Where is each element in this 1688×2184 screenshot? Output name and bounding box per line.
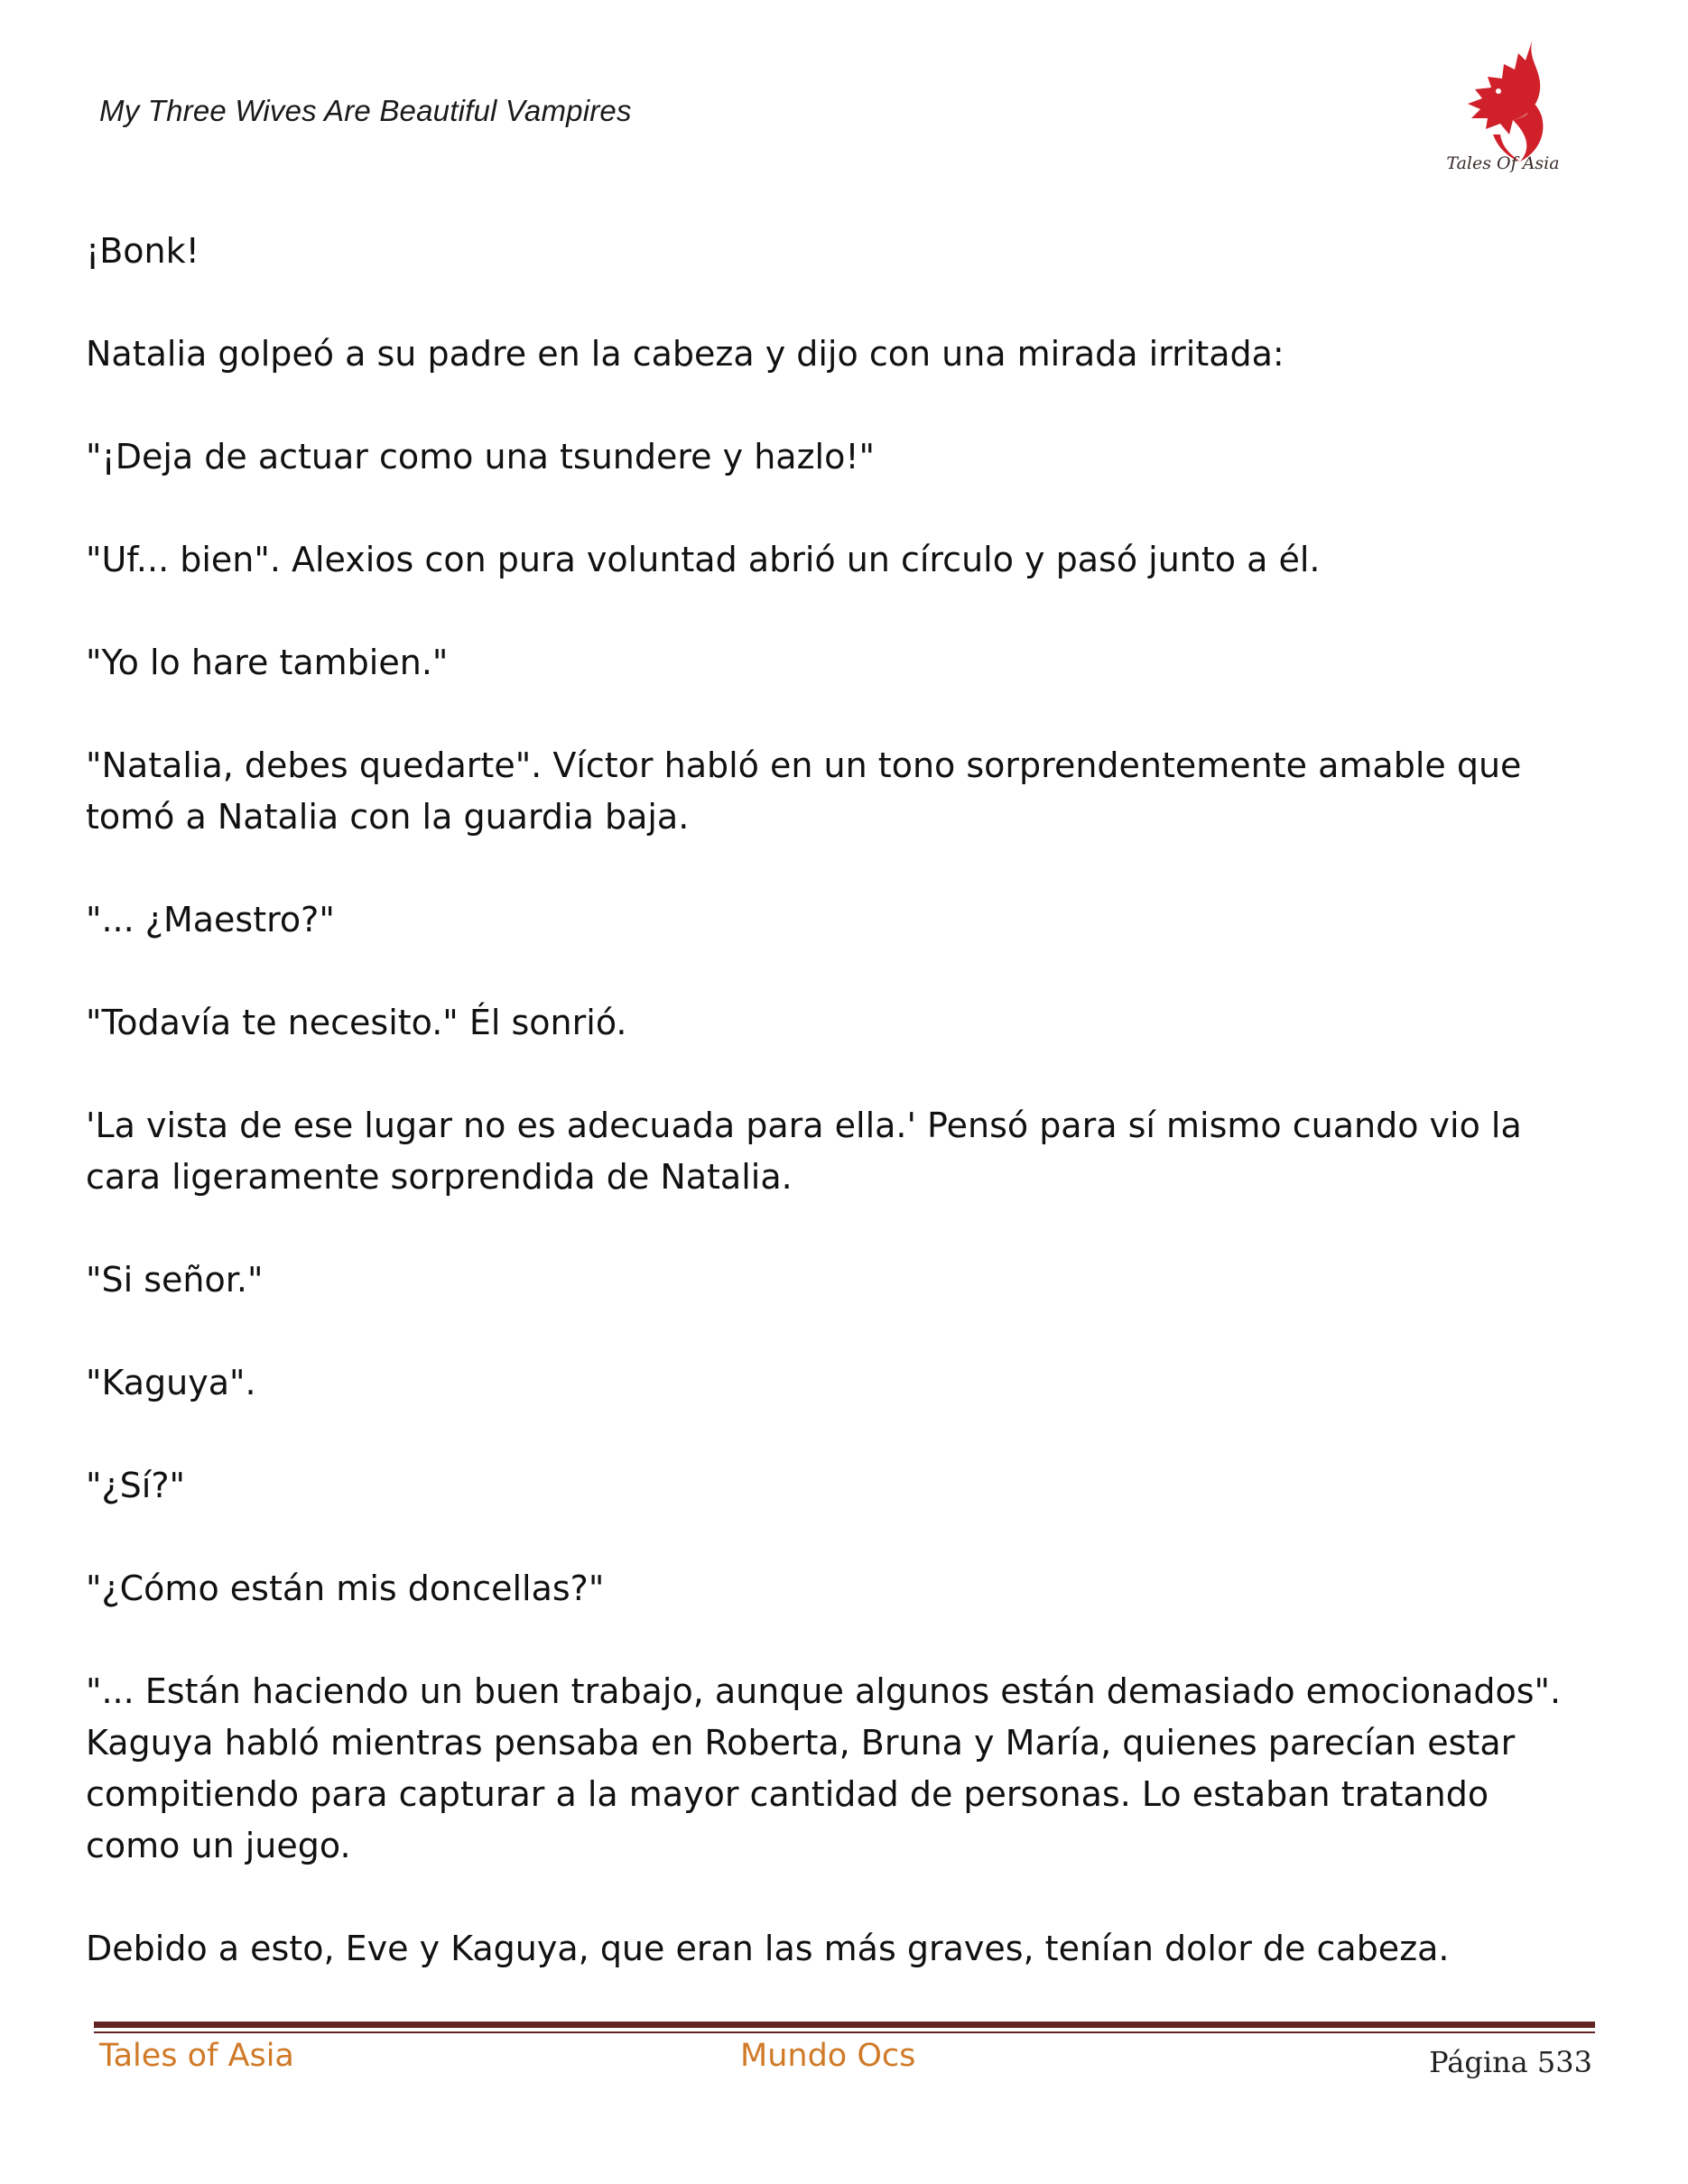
- paragraph: "... ¿Maestro?": [86, 900, 335, 939]
- paragraph: "Natalia, debes quedarte". Víctor habló en un tono sorprendentemente amable que tomó a Natalia con la guardia baja.: [86, 745, 1522, 837]
- paragraph: "¿Sí?": [86, 1466, 185, 1505]
- footer-section: Mundo Ocs: [740, 2038, 916, 2074]
- paragraph: Debido a esto, Eve y Kaguya, que eran las más graves, tenían dolor de cabeza.: [86, 1929, 1450, 1968]
- paragraph: "Uf... bien". Alexios con pura voluntad abrió un círculo y pasó junto a él.: [86, 540, 1321, 579]
- logo: [1435, 20, 1571, 182]
- paragraph: Natalia golpeó a su padre en la cabeza y dijo con una mirada irritada:: [86, 334, 1285, 374]
- paragraph: "Yo lo hare tambien.": [86, 643, 449, 682]
- paragraph: ¡Bonk!: [86, 231, 199, 271]
- paragraph: 'La vista de ese lugar no es adecuada para ella.' Pensó para sí mismo cuando vio la cara ligeramente sorprendida de Natalia.: [86, 1106, 1522, 1197]
- page-number: Página 533: [1429, 2045, 1592, 2079]
- header-title: My Three Wives Are Beautiful Vampires: [99, 94, 632, 127]
- paragraph: "Kaguya".: [86, 1363, 256, 1402]
- paragraph: "¡Deja de actuar como una tsundere y hazlo!": [86, 437, 876, 477]
- footer-rule: [94, 2022, 1595, 2028]
- chapter-body: [86, 226, 1584, 2026]
- paragraph: "Si señor.": [86, 1260, 264, 1300]
- footer-site-name: Tales of Asia: [99, 2038, 294, 2074]
- paragraph: "¿Cómo están mis doncellas?": [86, 1569, 605, 1608]
- paragraph: "Todavía te necesito." Él sonrió.: [86, 1003, 627, 1042]
- paragraph: "... Están haciendo un buen trabajo, aunque algunos están demasiado emocionados". Kaguya habló mientras pensaba en Roberta, Bruna y María, quienes parecían estar compitiendo para capturar a la mayor cantidad de personas. Lo estaban tratando como un juego.: [86, 1671, 1562, 1865]
- footer-rule-thin: [94, 2031, 1595, 2033]
- logo-text: Tales Of Asia: [1446, 153, 1560, 173]
